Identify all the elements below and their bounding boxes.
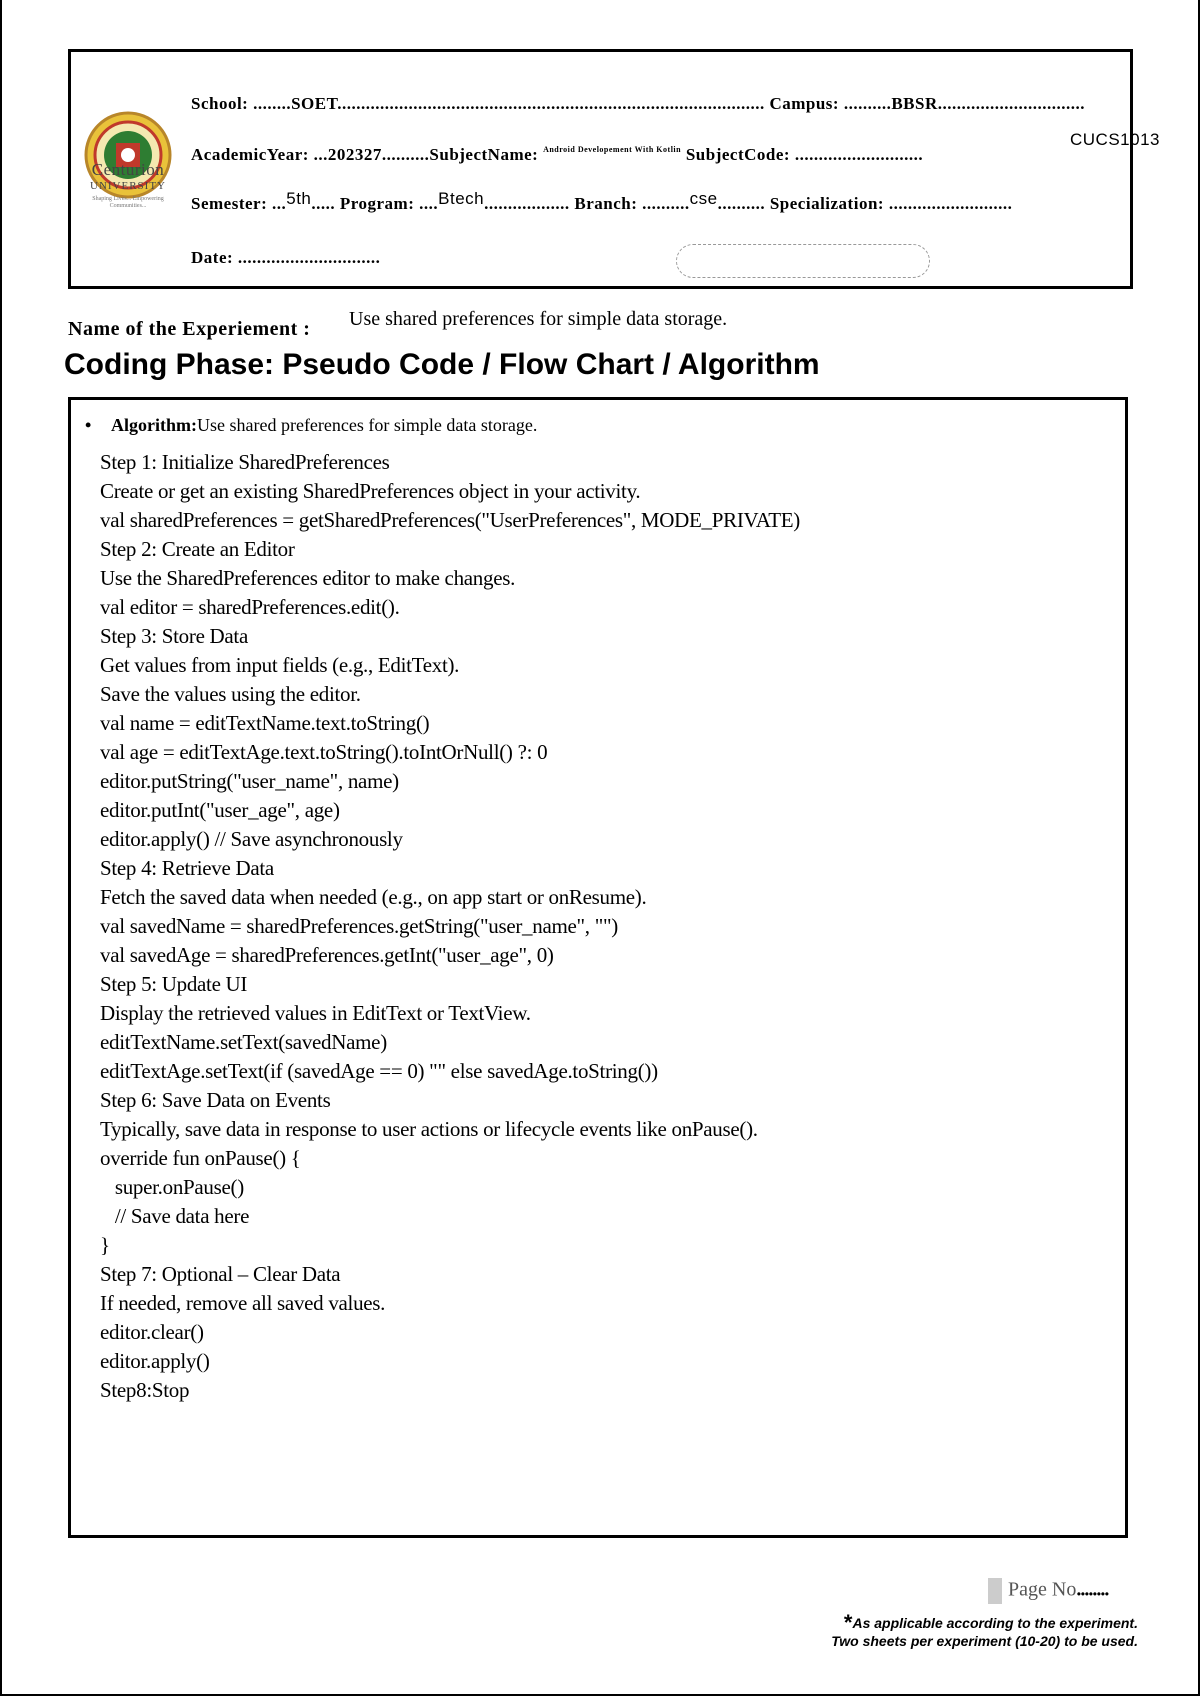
algorithm-line: Fetch the saved data when needed (e.g., on app start or onResume). (100, 885, 647, 909)
subject-code-label: SubjectCode: (685, 145, 791, 164)
algorithm-line: editor.clear() (100, 1320, 204, 1344)
algorithm-line: Display the retrieved values in EditText or TextView. (100, 1001, 531, 1025)
section-title: Coding Phase: Pseudo Code / Flow Chart / Algorithm (64, 348, 820, 381)
algorithm-heading (85, 415, 537, 436)
school-label: School: (191, 94, 249, 113)
academic-year-label: AcademicYear: (191, 145, 309, 164)
branch-value: cse (689, 189, 718, 208)
subject-code-value: CUCS1013 (1070, 130, 1160, 149)
algorithm-line: Step 1: Initialize SharedPreferences (100, 450, 390, 474)
algorithm-line: // Save data here (100, 1204, 250, 1228)
campus-value: BBSR (891, 94, 938, 113)
footnote (831, 1610, 1138, 1650)
specialization-label: Specialization: (769, 194, 885, 213)
algorithm-label: Algorithm: (111, 415, 197, 435)
program-value: Btech (438, 189, 485, 208)
redacted-signature-scribble (676, 244, 930, 278)
algorithm-line: Step 6: Save Data on Events (100, 1088, 331, 1112)
subject-name-label: SubjectName: (429, 145, 539, 164)
campus-label: Campus: (769, 94, 840, 113)
school-row: School: ........SOET.......................................................................................... Campus: ..........BBSR............................... (191, 94, 1085, 113)
algorithm-lines (100, 448, 800, 1405)
algorithm-line: editor.putInt("user_age", age) (100, 798, 340, 822)
algorithm-line: override fun onPause() { (100, 1146, 301, 1170)
algorithm-line: val savedAge = sharedPreferences.getInt("user_age", 0) (100, 943, 554, 967)
algorithm-line: super.onPause() (100, 1175, 244, 1199)
program-label: Program: (339, 194, 415, 213)
algorithm-line: val editor = sharedPreferences.edit(). (100, 595, 400, 619)
school-value: SOET (291, 94, 338, 113)
algorithm-line: Step 7: Optional – Clear Data (100, 1262, 341, 1286)
subject-name-value: Android Developement With Kotlin (543, 145, 682, 154)
bullet-icon: • (85, 415, 92, 435)
header-box (68, 49, 1160, 289)
page-no-dots: ........ (1076, 1578, 1109, 1601)
academic-year-value: 202327 (327, 145, 382, 164)
semester-row: Semester: ...5th..... Program: ....Btech.................. Branch: ..........cse.......... Specialization: .......................... (191, 189, 1013, 213)
page-number (988, 1578, 1108, 1604)
footnote-line-1: As applicable according to the experiment. (852, 1615, 1138, 1631)
algorithm-line: Get values from input fields (e.g., EditText). (100, 653, 460, 677)
algorithm-line: val name = editTextName.text.toString() (100, 711, 430, 735)
footnote-line-2: Two sheets per experiment (10-20) to be used. (831, 1633, 1138, 1649)
algorithm-text: Use shared preferences for simple data storage. (196, 415, 538, 435)
date-row: Date: .............................. (191, 248, 381, 267)
logo-name: Centurion (91, 160, 165, 179)
algorithm-line: val sharedPreferences = getSharedPreferences("UserPreferences", MODE_PRIVATE) (100, 508, 800, 532)
page-no-label: Page No (1008, 1578, 1077, 1601)
branch-label: Branch: (574, 194, 638, 213)
algorithm-line: Step 3: Store Data (100, 624, 248, 648)
algorithm-line: Use the SharedPreferences editor to make changes. (100, 566, 516, 590)
algorithm-line: val age = editTextAge.text.toString().toIntOrNull() ?: 0 (100, 740, 548, 764)
page-marker (988, 1578, 1002, 1604)
algorithm-line: Typically, save data in response to user actions or lifecycle events like onPause(). (100, 1117, 758, 1141)
algorithm-line: editor.apply() // Save asynchronously (100, 827, 403, 851)
algorithm-line: editTextName.setText(savedName) (100, 1030, 387, 1054)
footnote-star: * (843, 1610, 853, 1635)
algorithm-line: editor.apply() (100, 1349, 210, 1373)
algorithm-line: Step 5: Update UI (100, 972, 248, 996)
experiment-value: Use shared preferences for simple data storage. (349, 308, 728, 330)
semester-label: Semester: (191, 194, 268, 213)
date-label: Date: (191, 248, 234, 267)
academic-row: AcademicYear: ...202327..........SubjectName: $^{Android Developement With Kotlin}$ SubjectCode: ........................... CUCS1013 (191, 130, 1160, 164)
algorithm-line: If needed, remove all saved values. (100, 1291, 386, 1315)
algorithm-line: Create or get an existing SharedPreferences object in your activity. (100, 479, 641, 503)
logo-tagline: Shaping Lives... Empowering Communities... (92, 196, 164, 209)
algorithm-line: Step 2: Create an Editor (100, 537, 295, 561)
logo-subtitle: UNIVERSITY (90, 180, 166, 192)
experiment-label: Name of the Experiement : (68, 318, 311, 340)
algorithm-line: Step 4: Retrieve Data (100, 856, 274, 880)
algorithm-line: Step8:Stop (100, 1378, 190, 1402)
semester-value: 5th (286, 189, 312, 208)
algorithm-line: } (100, 1233, 110, 1257)
algorithm-line: val savedName = sharedPreferences.getString("user_name", "") (100, 914, 618, 938)
algorithm-box (68, 397, 1128, 1538)
algorithm-line: editor.putString("user_name", name) (100, 769, 399, 793)
algorithm-line: editTextAge.setText(if (savedAge == 0) "" else savedAge.toString()) (100, 1059, 658, 1083)
algorithm-line: Save the values using the editor. (100, 682, 361, 706)
